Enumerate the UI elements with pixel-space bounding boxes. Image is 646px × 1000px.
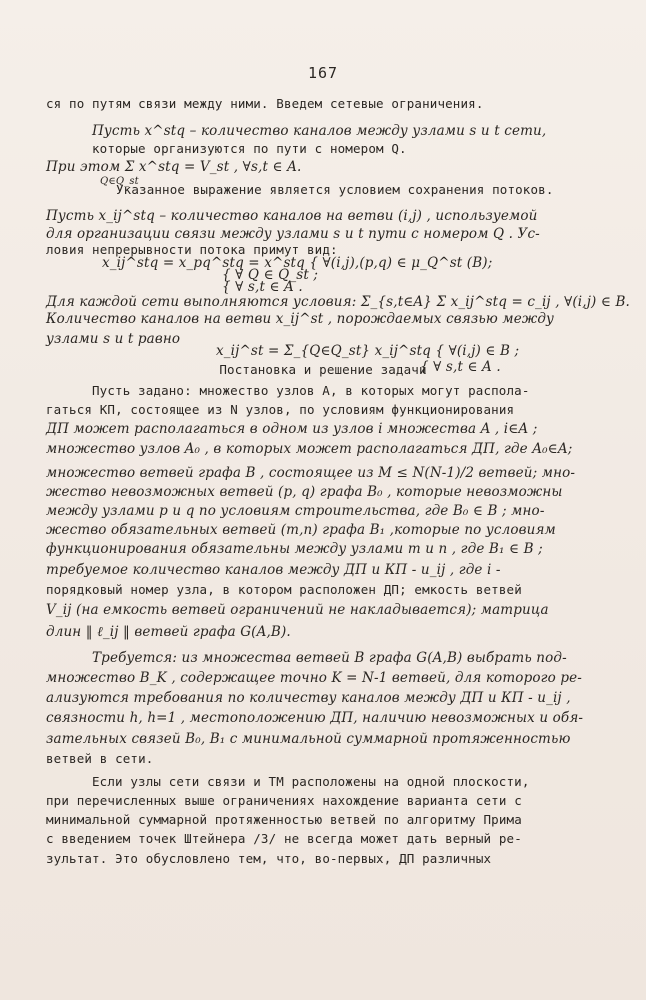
text-line-31: при перечисленных выше ограничениях нахождение варианта сети с <box>46 793 522 808</box>
section-heading: Постановка и решение задачи <box>219 362 427 377</box>
formula-line-2: x_ij^stq = x_pq^stq = x^stq { ∀(i,j),(p,q) ∈ μ_Q^st (B); <box>102 255 493 271</box>
text-line-7: ловия непрерывности потока примут вид: <box>46 242 338 257</box>
text-line-17: между узлами p и q по условиям строительства, где B₀ ∈ B ; мно- <box>46 503 545 519</box>
text-line-10: узлами s и t равно <box>46 331 181 347</box>
text-line-20: требуемое количество каналов между ДП и КП - u_ij , где i - <box>46 562 501 578</box>
text-line-24: Требуется: из множества ветвей B графа G(A,B) выбрать под- <box>92 650 567 666</box>
text-line-4: Указанное выражение является условием сохранения потоков. <box>116 182 554 197</box>
text-line-27: связности h, h=1 , местоположению ДП, наличию невозможных и обя- <box>46 710 584 726</box>
text-line-25: множество B_K , содержащее точно K = N-1 ветвей, для которого ре- <box>46 670 582 686</box>
text-line-5: Пусть x_ij^stq – количество каналов на ветви (i,j) , используемой <box>46 208 538 224</box>
text-line-16: жество невозможных ветвей (p, q) графа B₀ , которые невозможны <box>46 484 563 500</box>
text-line-23: длин ‖ ℓ_ij ‖ ветвей графа G(A,B). <box>46 624 291 640</box>
text-line-33: с введением точек Штейнера /3/ не всегда может дать верный ре- <box>46 831 522 846</box>
formula-line-1: При этом Σ x^stq = V_st , ∀s,t ∈ A. <box>46 159 302 175</box>
text-line-32: минимальной суммарной протяженностью ветвей по алгоритму Прима <box>46 812 522 827</box>
text-line-30: Если узлы сети связи и ТМ расположены на одной плоскости, <box>92 774 530 789</box>
text-line-34: зультат. Это обусловлено тем, что, во-первых, ДП различных <box>46 851 492 866</box>
formula-line-4: { ∀ s,t ∈ A . <box>222 279 303 295</box>
text-line-19: функционирования обязательны между узлами m и n , где B₁ ∈ B ; <box>46 541 543 557</box>
text-line-13: ДП может располагаться в одном из узлов i множества A , i∈A ; <box>46 421 538 437</box>
text-line-15: множество ветвей графа B , состоящее из M ≤ N(N-1)/2 ветвей; мно- <box>46 465 576 481</box>
text-line-8: Для каждой сети выполняются условия: Σ_{s,t∈A} Σ x_ij^stq = c_ij , ∀(i,j) ∈ B. <box>46 294 630 310</box>
page-number: 167 <box>307 64 339 82</box>
text-line-26: ализуются требования по количеству каналов между ДП и КП - u_ij , <box>46 690 571 706</box>
text-line-14: множество узлов A₀ , в которых может располагаться ДП, где A₀∈A; <box>46 441 573 457</box>
formula-line-6: { ∀ s,t ∈ A . <box>420 359 501 375</box>
text-line-28: зательных связей B₀, B₁ с минимальной суммарной протяженностью <box>46 731 571 747</box>
text-line-3: которые организуются по пути с номером Q. <box>92 141 407 156</box>
text-line-29: ветвей в сети. <box>46 751 154 766</box>
text-line-21: порядковый номер узла, в котором расположен ДП; емкость ветвей <box>46 582 522 597</box>
formula-line-3: { ∀ Q ∈ Q_st ; <box>222 267 319 283</box>
text-line-18: жество обязательных ветвей (m,n) графа B₁ ,которые по условиям <box>46 522 556 538</box>
formula-subscript-1: Q∈Q_st <box>100 176 139 187</box>
text-line-1: ся по путям связи между ними. Введем сетевые ограничения. <box>46 96 484 111</box>
formula-line-5: x_ij^st = Σ_{Q∈Q_st} x_ij^stq { ∀(i,j) ∈ B ; <box>216 343 520 359</box>
text-line-12: гаться КП, состоящее из N узлов, по условиям функционирования <box>46 402 515 417</box>
text-line-2: Пусть x^stq – количество каналов между узлами s и t сети, <box>92 123 547 139</box>
text-line-22: V_ij (на емкость ветвей ограничений не накладывается); матрица <box>46 602 549 618</box>
text-line-6: для организации связи между узлами s и t пути с номером Q . Ус- <box>46 226 540 242</box>
text-line-9: Количество каналов на ветви x_ij^st , порождаемых связью между <box>46 311 555 327</box>
text-line-11: Пусть задано: множество узлов A, в которых могут распола- <box>92 383 530 398</box>
